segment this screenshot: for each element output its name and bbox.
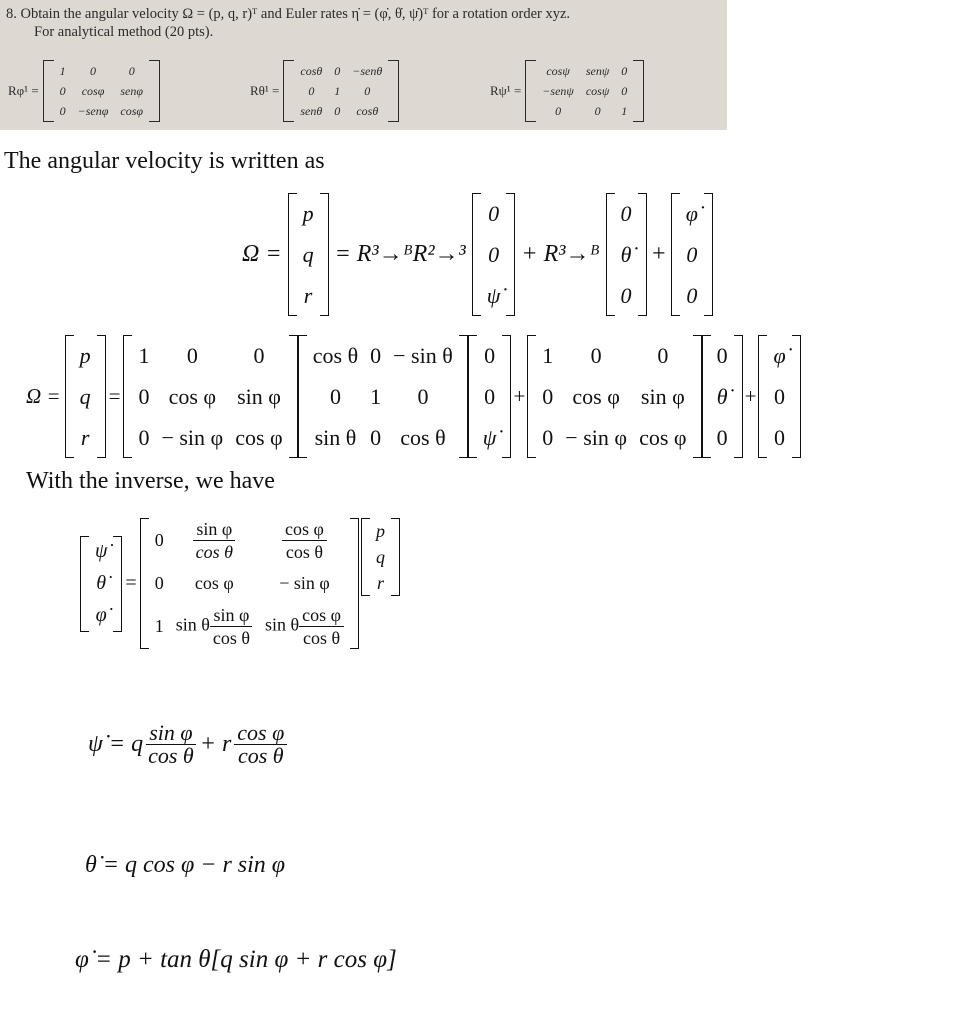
bracket-right bbox=[633, 60, 644, 122]
fraction-2: $\frac{\text{cos φ}}{\text{cos θ}}$ bbox=[234, 722, 287, 767]
euler-rates-vector: ψ̇ θ̇ φ̇ bbox=[80, 536, 122, 632]
phi-dot-vector: φ̇ 0 0 bbox=[671, 193, 713, 316]
r-psi-label: Rψ¹ = bbox=[490, 83, 522, 98]
r-theta-matrix bbox=[250, 60, 399, 122]
equals-sign: = bbox=[125, 572, 137, 594]
equation-2 bbox=[26, 335, 801, 458]
r-psi-matrix bbox=[490, 60, 644, 122]
bracket-left bbox=[283, 60, 294, 122]
equation-6: φ̇ = p + tan θ[q sin φ + r cos φ] bbox=[75, 946, 397, 973]
equation-3 bbox=[80, 518, 400, 649]
problem-line-2: For analytical method (20 pts). bbox=[34, 24, 214, 40]
inverse-matrix: 0 $\frac{\text{sin φ}}{\text{cos θ}}$ $\frac{\text{cos φ}}{\text{cos θ}}$ 0 cos φ − sin φ 1 sin θ $\frac{\text{sin φ}}{\text{cos θ}}$ sin θ $\frac{\text{cos φ}}{\text{cos θ}}$ bbox=[140, 518, 359, 649]
rotation-matrix-x-2: 1 0 0 0 cos φ sin φ 0 − sin φ cos φ bbox=[527, 335, 701, 458]
phi-dot-vector: φ̇ 0 0 bbox=[758, 335, 800, 458]
bracket-right bbox=[388, 60, 399, 122]
omega-label: Ω = bbox=[26, 384, 61, 408]
r-psi-table: cosψ senψ 0 −senψ cosψ 0 0 0 1 bbox=[542, 63, 628, 118]
problem-photo bbox=[0, 0, 727, 130]
pqr-vector: p q r bbox=[361, 518, 400, 596]
equals-sign: = bbox=[108, 384, 121, 408]
r-phi-matrix bbox=[8, 60, 160, 122]
inverse-text: With the inverse, we have bbox=[26, 468, 275, 494]
plus-r: + r bbox=[199, 731, 232, 757]
r-theta-table: cosθ 0 −senθ 0 1 0 senθ 0 cosθ bbox=[300, 63, 383, 118]
equation-4 bbox=[88, 722, 287, 767]
psi-dot-vector: 0 0 ψ̇ bbox=[468, 335, 512, 458]
plus-sign: + bbox=[744, 384, 757, 408]
problem-line-1: 8. Obtain the angular velocity Ω = (p, q, r)ᵀ and Euler rates η̇ = (φ̇, θ̇, ψ̇)ᵀ for a rotation order xyz. bbox=[6, 6, 571, 22]
psi-dot-lhs: ψ̇ = q bbox=[88, 731, 144, 757]
bracket-right bbox=[149, 60, 160, 122]
omega-label: Ω = bbox=[242, 241, 282, 267]
rotation-matrix-y: cos θ 0 − sin θ 0 1 0 sin θ 0 cos θ bbox=[298, 335, 468, 458]
plus-sign: + bbox=[513, 384, 526, 408]
bracket-left bbox=[43, 60, 54, 122]
plus-rotation: + R³→ᴮ bbox=[521, 241, 600, 267]
plus-sign: + bbox=[650, 241, 667, 267]
psi-dot-vector: 0 0 ψ̇ bbox=[472, 193, 516, 316]
equation-5: θ̇ = q cos φ − r sin φ bbox=[85, 852, 286, 878]
intro-text: The angular velocity is written as bbox=[4, 148, 325, 174]
rotation-matrix-x: 1 0 0 0 cos φ sin φ 0 − sin φ cos φ bbox=[123, 335, 297, 458]
r-phi-label: Rφ¹ = bbox=[8, 83, 39, 98]
rotation-product: = R³→ᴮR²→³ bbox=[334, 241, 466, 267]
fraction-1: $\frac{\text{sin φ}}{\text{cos θ}}$ bbox=[148, 720, 194, 768]
theta-dot-vector: 0 θ̇ 0 bbox=[702, 335, 743, 458]
bracket-left bbox=[525, 60, 536, 122]
r-theta-label: Rθ¹ = bbox=[250, 83, 280, 98]
theta-dot-vector: 0 θ̇ 0 bbox=[606, 193, 647, 316]
pqr-vector: p q r bbox=[65, 335, 106, 458]
equation-1 bbox=[242, 193, 713, 316]
r-phi-table: 1 0 0 0 cosφ senφ 0 −senφ cosφ bbox=[59, 63, 144, 118]
pqr-vector: p q r bbox=[288, 193, 329, 316]
